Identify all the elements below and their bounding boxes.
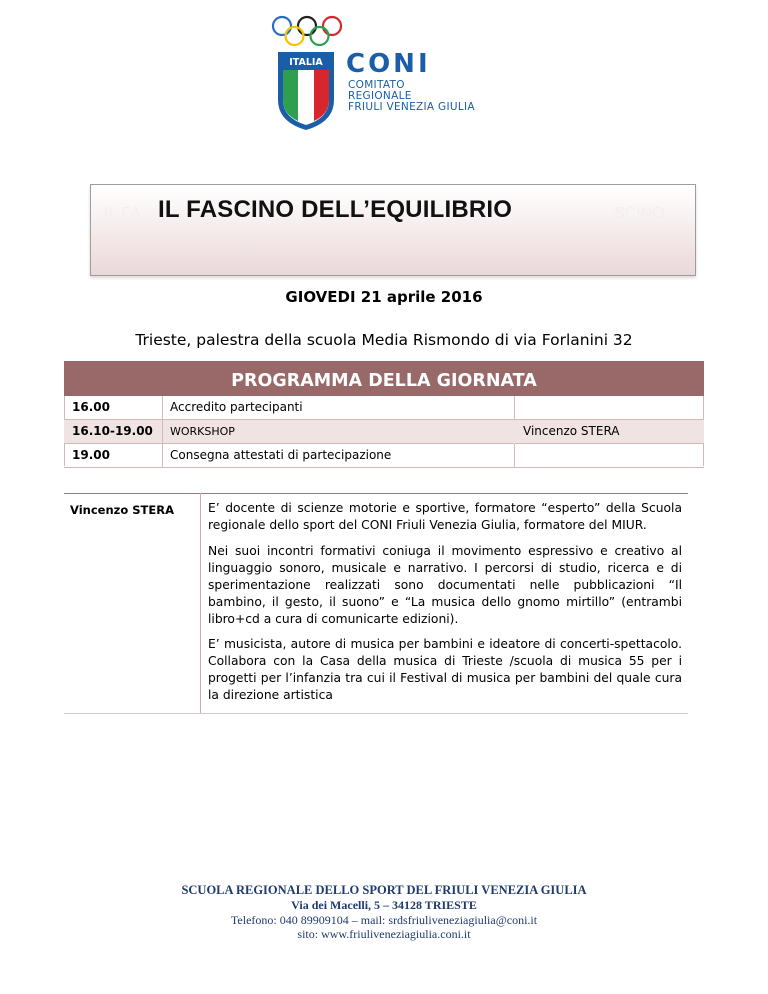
logo-subtitle-1: COMITATO — [348, 79, 405, 91]
olympic-rings-icon — [270, 14, 344, 48]
event-date: GIOVEDI 21 aprile 2016 — [285, 288, 483, 306]
program-activity: Consegna attestati di partecipazione — [170, 448, 392, 462]
speaker-cell-merge — [514, 420, 515, 444]
event-location: Trieste, palestra della scuola Media Rismondo di via Forlanini 32 — [135, 331, 633, 349]
footer-website: sito: www.friuliveneziagiulia.coni.it — [297, 927, 471, 941]
program-time: 16.10-19.00 — [72, 424, 153, 438]
logo-subtitle-2: REGIONALE — [348, 90, 412, 102]
program-activity: WORKSHOP — [170, 425, 235, 438]
footer-contact: Telefono: 040 89909104 – mail: srdsfriuliveneziagiulia@coni.it — [230, 913, 538, 927]
bio-column-divider — [200, 493, 201, 713]
coni-logo-text: CONI — [346, 49, 431, 79]
footer-school-name: SCUOLA REGIONALE DELLO SPORT DEL FRIULI VENEZIA GIULIA — [181, 883, 587, 897]
bio-paragraph: E’ musicista, autore di musica per bambini e ideatore di concerti-spettacolo. Collabora con la Casa della musica di Trieste /scuola di musica 55 per i progetti per l’infanzia tra cui il Festival di musica per bambini del quale cura la direzione artistica — [208, 637, 682, 702]
bio-paragraph: E’ docente di scienze motorie e sportive, formatore “esperto” della Scuola regionale dello sport del CONI Friuli Venezia Giulia, formatore del MIUR. — [208, 501, 682, 532]
program-time: 19.00 — [72, 448, 110, 462]
program-header: PROGRAMMA DELLA GIORNATA — [64, 361, 704, 396]
italia-shield-icon — [276, 50, 336, 132]
footer-address: Via dei Macelli, 5 – 34128 TRIESTE — [291, 898, 477, 912]
program-speaker: Vincenzo STERA — [523, 424, 620, 438]
bio-name: Vincenzo STERA — [70, 503, 174, 517]
program-row — [64, 444, 704, 468]
program-time: 16.00 — [72, 400, 110, 414]
program-row — [64, 396, 704, 420]
program-activity: Accredito partecipanti — [170, 400, 303, 414]
bio-top-rule — [64, 493, 688, 494]
logo-subtitle-3: FRIULI VENEZIA GIULIA — [348, 101, 475, 113]
shield-badge-text: ITALIA — [289, 57, 323, 68]
bio-bottom-rule — [64, 713, 688, 714]
title-ghost-text-right: SCINO — [614, 205, 665, 222]
bio-paragraph: Nei suoi incontri formativi coniuga il movimento espressivo e creativo al linguaggio sonoro, musicale e narrativo. I percorsi di studio, ricerca e di sperimentazione realizzati sono documentati nelle pubblicazioni “Il bambino, il gesto, il suono” e “La musica dello gnomo mirtillo” (entrambi libro+cd a cura di comunicarte edizioni). — [208, 544, 682, 626]
title-ghost-text-left: IL FA — [104, 205, 141, 222]
page-title: IL FASCINO DELL’EQUILIBRIO — [158, 196, 513, 223]
